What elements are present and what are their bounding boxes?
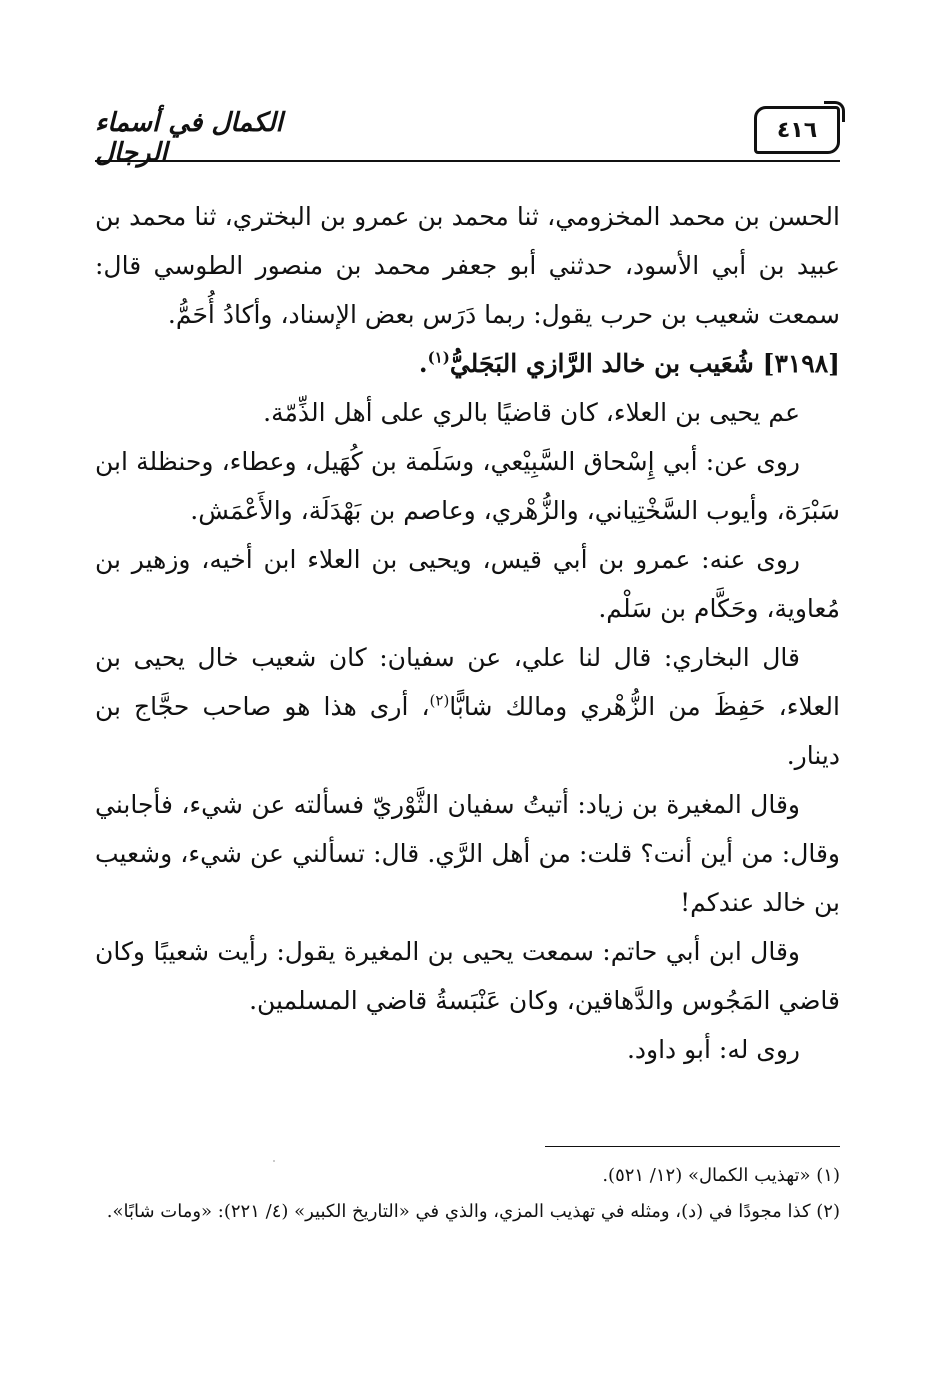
- running-title: الكمال في أسماء الرجال: [95, 108, 283, 168]
- paragraph-relation: عم يحيى بن العلاء، كان قاضيًا بالري على أهل الذِّمّة.: [263, 398, 800, 427]
- paragraph-ibn-abi-hatim: وقال ابن أبي حاتم: سمعت يحيى بن المغيرة يقول: رأيت شعيبًا وكان قاضي المَجُوس والدَّهاقين، وكان عَنْبَسةُ قاضي المسلمين.: [95, 937, 840, 1015]
- main-text: [95, 192, 840, 1074]
- bukhari-text-a: قال البخاري: قال لنا علي، عن سفيان: كان شعيب خال يحيى بن العلاء، حَفِظَ من الزُّهْري ومالك شابًّا: [95, 643, 840, 721]
- page-header: [95, 100, 840, 168]
- footnote-ref-2[interactable]: (٢): [429, 691, 450, 710]
- bukhari-text-b: ، أرى هذا هو صاحب حجَّاج بن دينار.: [95, 692, 840, 770]
- entry-end: .: [418, 349, 428, 378]
- page-number: ٤١٦: [754, 106, 840, 154]
- footnote-divider: [545, 1146, 840, 1147]
- footnote-1: (١) «تهذيب الكمال» (١٢/ ٥٢١).: [602, 1165, 840, 1186]
- entry-number: [٣١٩٨]: [762, 349, 840, 378]
- footnote-2: (٢) كذا مجودًا في (د)، ومثله في تهذيب المزي، والذي في «التاريخ الكبير» (٤/ ٢٢١): «ومات شابًا».: [106, 1201, 840, 1222]
- entry-heading: [95, 339, 840, 388]
- paragraph-narrated-from: روى عن: أبي إِسْحاق السَّبِيْعي، وسَلَمة بن كُهَيل، وعطاء، وحنظلة ابن سَبْرَة، وأيوب السَّخْتِياني، والزُّهْري، وعاصم بن بَهْدَلَة، والأَعْمَش.: [95, 447, 840, 525]
- entry-name: شُعَيب بن خالد الرَّازي البَجَليُّ: [449, 349, 754, 378]
- footnote-ref-1[interactable]: (١): [427, 348, 450, 367]
- paragraph-narrated-by: روى عنه: عمرو بن أبي قيس، ويحيى بن العلاء ابن أخيه، وزهير بن مُعاوية، وحَكَّام بن سَلْم.: [95, 545, 840, 623]
- paragraph-mughira: وقال المغيرة بن زياد: أتيتُ سفيان الثَّوْريّ فسألته عن شيء، فأجابني وقال: من أين أنت؟ قلت: من أهل الرَّي. قال: تسألني عن شيء، وشعيب بن خالد عندكم!: [95, 790, 840, 917]
- paragraph-bukhari: [95, 633, 840, 780]
- header-divider: [95, 160, 840, 162]
- paragraph-isnad: الحسن بن محمد المخزومي، ثنا محمد بن عمرو بن البختري، ثنا محمد بن عبيد بن أبي الأسود، حدثني أبو جعفر محمد بن منصور الطوسي قال: سمعت شعيب بن حرب يقول: ربما دَرَس بعض الإسناد، وأكادُ أُحَمُّ.: [95, 202, 840, 329]
- footnotes: [95, 1158, 840, 1230]
- paragraph-narrated-for: روى له: أبو داود.: [626, 1035, 800, 1064]
